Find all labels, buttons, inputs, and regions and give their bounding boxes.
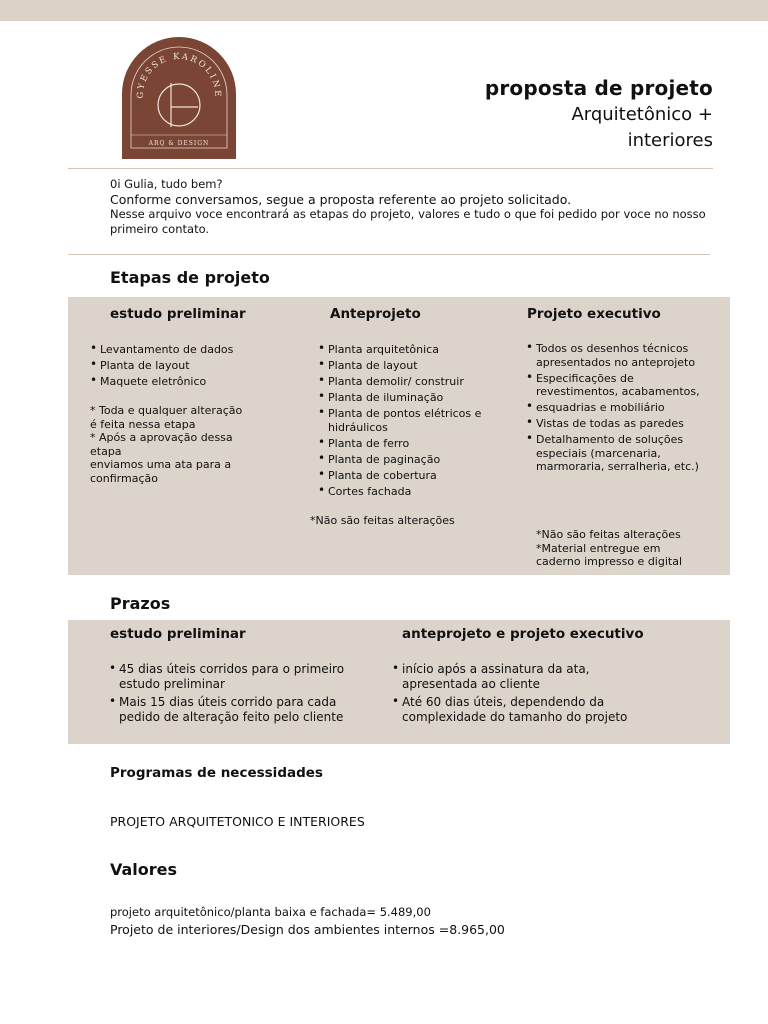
section-heading-programas: Programas de necessidades <box>110 765 323 781</box>
intro-greeting: 0i Gulia, tudo bem? <box>110 177 223 191</box>
page-subtitle-line2: interiores <box>627 130 713 151</box>
section-heading-etapas: Etapas de projeto <box>110 268 270 287</box>
list-item: • Mais 15 dias úteis corrido para cada pedido de alteração feito pelo cliente <box>109 695 359 725</box>
title-block <box>485 76 713 152</box>
etapa-title-executivo: Projeto executivo <box>527 306 661 322</box>
etapa-list-estudo <box>90 343 280 391</box>
etapa-note-executivo: *Não são feitas alterações *Material entregue em caderno impresso e digital <box>536 528 683 568</box>
list-item: • Planta de ferro <box>318 437 488 451</box>
list-item: • Planta de layout <box>90 359 280 373</box>
brand-logo <box>122 37 236 159</box>
programas-text: PROJETO ARQUITETONICO E INTERIORES <box>110 814 365 829</box>
list-item: • 45 dias úteis corridos para o primeiro estudo preliminar <box>109 662 359 692</box>
page-subtitle-line1: Arquitetônico + <box>571 104 713 125</box>
list-item: • Maquete eletrônico <box>90 375 280 389</box>
list-item: • Todos os desenhos técnicos apresentados no anteprojeto <box>526 342 708 369</box>
intro-line2: Conforme conversamos, segue a proposta referente ao projeto solicitado. <box>110 192 572 207</box>
prazos-panel <box>68 620 730 744</box>
list-item: • Planta arquitetônica <box>318 343 488 357</box>
list-item: • início após a assinatura da ata, apresentada ao cliente <box>392 662 662 692</box>
intro-text <box>110 177 710 237</box>
valor-arquitetonico: projeto arquitetônico/planta baixa e fachada= 5.489,00 <box>110 905 431 919</box>
logo-bottom-text: ARQ & DESIGN <box>148 140 210 147</box>
list-item: • Especificações de revestimentos, acabamentos, <box>526 372 708 399</box>
top-bar <box>0 0 768 21</box>
etapa-title-estudo: estudo preliminar <box>110 306 246 322</box>
list-item: • Planta de pontos elétricos e hidráulicos <box>318 407 488 434</box>
valor-interiores: Projeto de interiores/Design dos ambientes internos =8.965,00 <box>110 922 505 937</box>
list-item: • esquadrias e mobiliário <box>526 401 708 415</box>
list-item: • Planta de cobertura <box>318 469 488 483</box>
page-title: proposta de projeto <box>484 76 713 100</box>
prazo-title-estudo: estudo preliminar <box>110 626 246 642</box>
etapa-title-anteprojeto: Anteprojeto <box>330 306 421 322</box>
etapas-panel <box>68 297 730 575</box>
intro-line3: Nesse arquivo voce encontrará as etapas do projeto, valores e tudo o que foi pedido por voce no nosso primeiro contato. <box>110 207 706 236</box>
list-item: • Vistas de todas as paredes <box>526 417 708 431</box>
section-heading-valores: Valores <box>110 860 178 879</box>
prazo-list-executivo <box>392 662 662 727</box>
logo-arc-text: GYESSE KAROLINE <box>135 51 223 99</box>
list-item: • Até 60 dias úteis, dependendo da complexidade do tamanho do projeto <box>392 695 662 725</box>
divider-intro <box>68 254 710 255</box>
etapa-note-estudo: * Toda e qualquer alteração é feita nessa etapa * Após a aprovação dessa etapa enviamos uma ata para a confirmação <box>90 404 243 485</box>
section-heading-prazos: Prazos <box>110 594 171 613</box>
etapa-list-anteprojeto <box>318 343 488 501</box>
divider-top <box>68 168 713 169</box>
list-item: • Planta de iluminação <box>318 391 488 405</box>
list-item: • Cortes fachada <box>318 485 488 499</box>
list-item: • Detalhamento de soluções especiais (marcenaria, marmoraria, serralheria, etc.) <box>526 433 708 474</box>
etapa-list-executivo <box>526 342 708 476</box>
logo-graphic <box>122 37 236 159</box>
list-item: • Planta de layout <box>318 359 488 373</box>
prazo-list-estudo <box>109 662 359 727</box>
etapa-note-anteprojeto: *Não são feitas alterações <box>310 514 455 527</box>
prazo-title-executivo: anteprojeto e projeto executivo <box>402 626 644 642</box>
list-item: • Levantamento de dados <box>90 343 280 357</box>
list-item: • Planta demolir/ construir <box>318 375 488 389</box>
list-item: • Planta de paginação <box>318 453 488 467</box>
